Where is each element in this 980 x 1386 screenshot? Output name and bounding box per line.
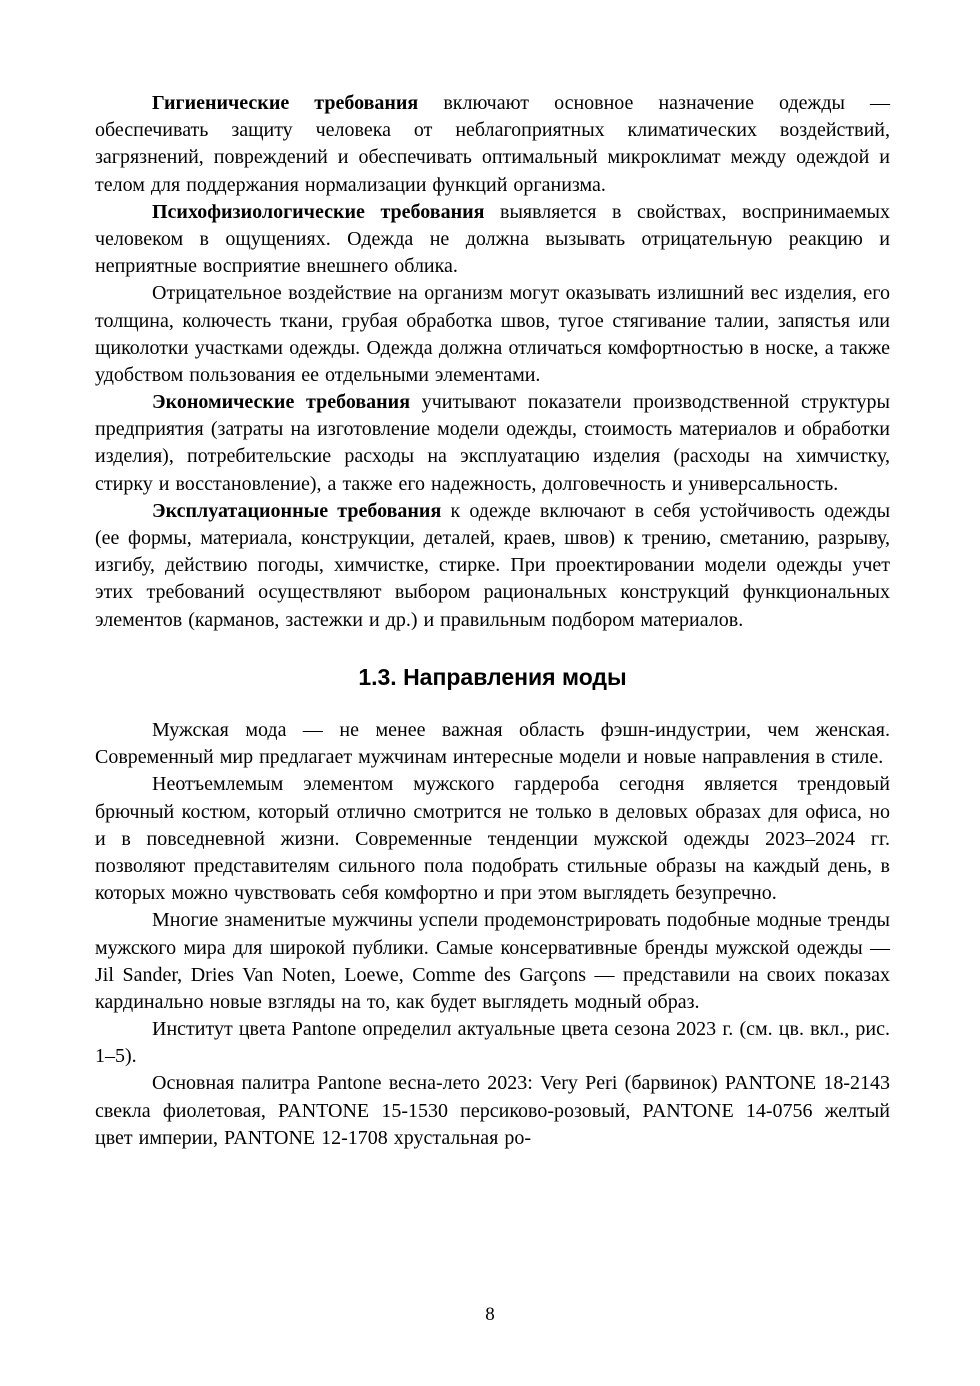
paragraph-pantone-institute bbox=[95, 1016, 890, 1070]
paragraph-negative-impact bbox=[95, 280, 890, 389]
page-number: 8 bbox=[485, 1304, 495, 1326]
term-economic-requirements: Экономические требования bbox=[152, 391, 411, 414]
paragraph-text: Основная палитра Pantone весна-лето 2023: Very Peri (барвинок) PANTONE 18-2143 свекла фиолетовая, PANTONE 15-1530 персиково-розовый, PANTONE 14-0756 желтый цвет империи, PANTONE 12-1708 хрустальная ро- bbox=[95, 1072, 890, 1149]
term-hygienic-requirements: Гигиенические требования bbox=[152, 92, 419, 114]
paragraph-mens-fashion-intro bbox=[95, 717, 890, 771]
paragraph-text: Неотъемлемым элементом мужского гардероба сегодня является трендовый брючный костюм, который отлично смотрится не только в деловых образах для офиса, но и в повседневной жизни. Современные тенденции мужской одежды 2023–2024 гг. позволяют представителям сильного пола подобрать стильные образы на каждый день, в которых можно чувствовать себя комфортно и при этом выглядеть безупречно. bbox=[95, 773, 890, 905]
paragraph-text: включают основное назначение одежды — обеспечивать защиту человека от неблагоприятных климатических воздействий, загрязнений, повреждений и обеспечивать оптимальный микроклимат между одеждой и телом для поддержания нормализации функций организма. bbox=[95, 92, 890, 196]
paragraph-text: Мужская мода — не менее важная область фэшн-индустрии, чем женская. Современный мир предлагает мужчинам интересные модели и новые направления в стиле. bbox=[95, 719, 890, 769]
paragraph-text: Многие знаменитые мужчины успели продемонстрировать подобные модные тренды мужского мира для широкой публики. Самые консервативные бренды мужской одежды — Jil Sander, Dries Van Noten, Loewe, Comme des Garçons — представили на своих показах кардинально новые взгляды на то, как будет выглядеть модный образ. bbox=[95, 909, 890, 1013]
paragraph-text: к одежде включают в себя устойчивость одежды (ее формы, материала, конструкции, деталей, краев, швов) к трению, сметанию, разрыву, изгибу, действию погоды, химчистке, стирке. При проектировании модели одежды учет этих требований осуществляют выбором рациональных конструкций функциональных элементов (карманов, застежки и др.) и правильным подбором материалов. bbox=[95, 499, 890, 631]
paragraph-text: учитывают показатели производственной структуры предприятия (затраты на изготовление модели одежды, стоимость материалов и обработки изделия), потребительские расходы на эксплуатацию изделия (расходы на химчистку, стирку и восстановление), а также его надежность, долговечность и универсальность. bbox=[95, 391, 890, 495]
paragraph-famous-men-brands bbox=[95, 907, 890, 1016]
paragraph-economic-requirements bbox=[95, 389, 890, 498]
paragraph-psychophysiological-requirements bbox=[95, 199, 890, 281]
paragraph-trouser-suit-trend bbox=[95, 771, 890, 907]
paragraph-operational-requirements bbox=[95, 498, 890, 634]
paragraph-text: Отрицательное воздействие на организм могут оказывать излишний вес изделия, его толщина, колючесть ткани, грубая обработка швов, тугое стягивание талии, запястья или щиколотки участками одежды. Одежда должна отличаться комфортностью в носке, а также удобством пользования ее отдельными элементами. bbox=[95, 282, 890, 386]
paragraph-text: Институт цвета Pantone определил актуальные цвета сезона 2023 г. (см. цв. вкл., рис. 1–5). bbox=[95, 1018, 890, 1068]
section-heading: 1.3. Направления моды bbox=[358, 663, 627, 690]
term-psychophysiological-requirements: Психофизиологические требования bbox=[152, 200, 485, 223]
paragraph-pantone-palette bbox=[95, 1070, 890, 1152]
paragraph-text: выявляется в свойствах, воспринимаемых человеком в ощущениях. Одежда не должна вызывать отрицательную реакцию и неприятные восприятие внешнего облика. bbox=[95, 200, 890, 278]
paragraph-hygienic-requirements bbox=[95, 90, 890, 199]
term-operational-requirements: Эксплуатационные требования bbox=[152, 499, 442, 522]
